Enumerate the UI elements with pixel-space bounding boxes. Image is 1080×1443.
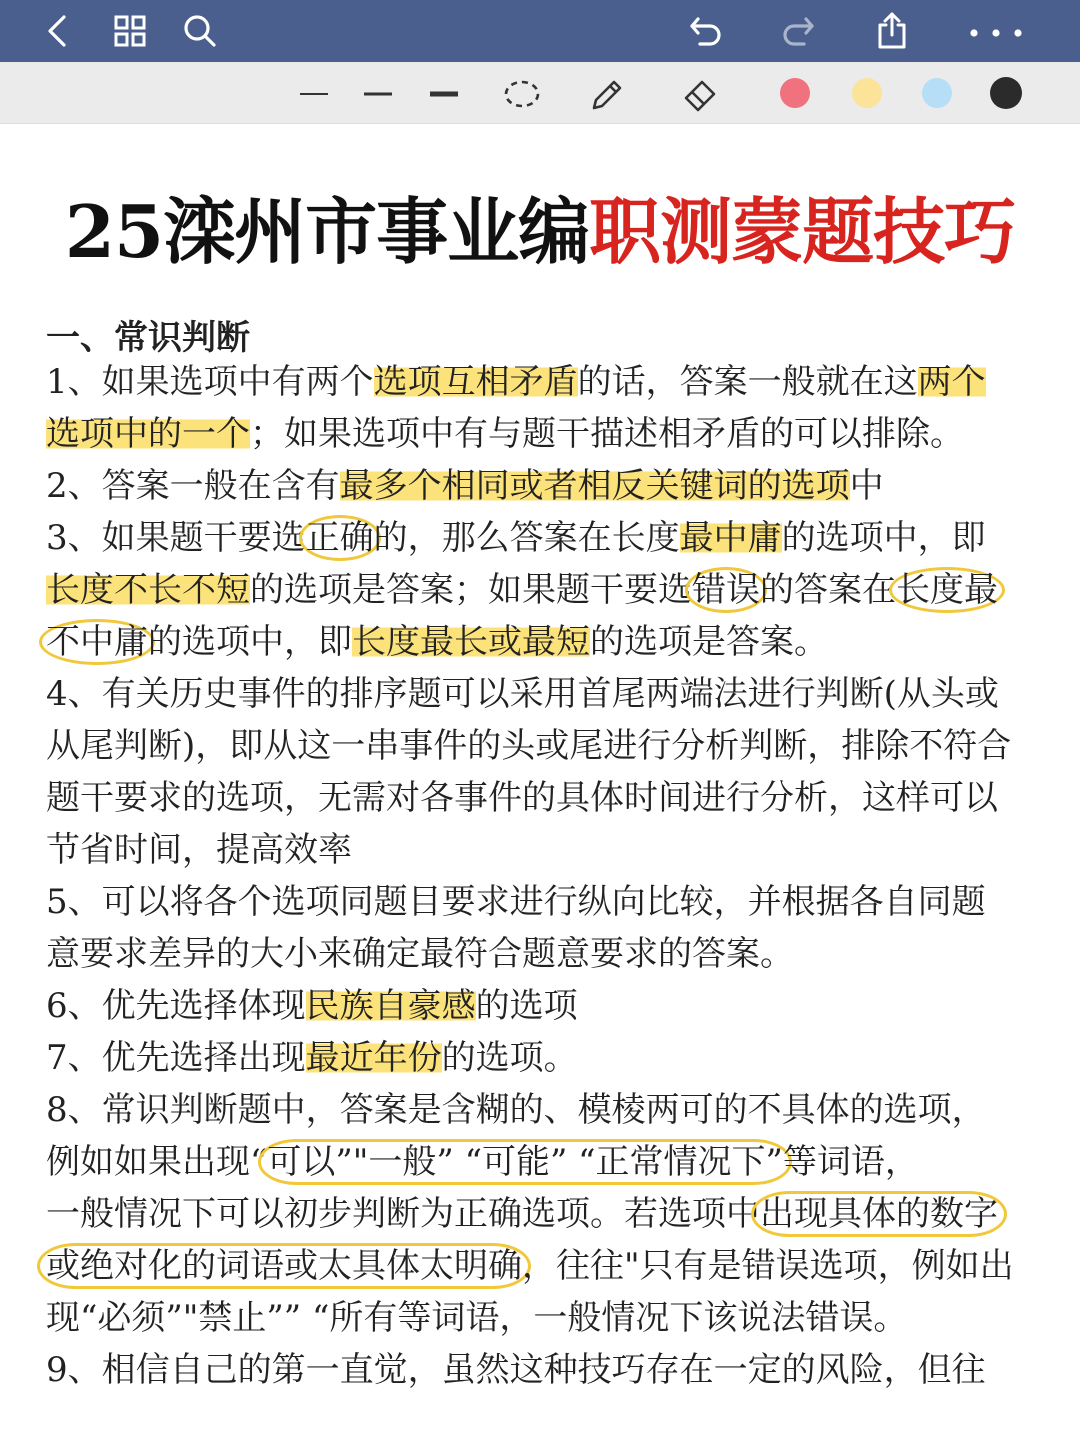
more-icon[interactable] (964, 9, 1028, 53)
highlighted-text: 民族自豪感 (305, 986, 476, 1026)
text-line (46, 564, 1036, 616)
page-title (0, 174, 1080, 278)
text-line (46, 1084, 1036, 1136)
back-icon[interactable] (36, 9, 80, 53)
title-black: 25滦州市事业编 (64, 189, 590, 274)
highlighted-text: 长度不长不短 (46, 570, 250, 610)
line-medium-icon[interactable] (356, 72, 400, 116)
text-line (46, 772, 1036, 824)
highlighted-text: 最近年份 (305, 1038, 442, 1078)
text-line (46, 616, 1036, 668)
text-line (46, 408, 1036, 460)
title-red: 职测蒙题技巧 (589, 189, 1016, 274)
text-line (46, 1240, 1036, 1292)
text-segment: 中 (849, 466, 884, 506)
text-line (46, 1344, 1036, 1396)
share-icon[interactable] (870, 9, 914, 53)
text-segment: 5、可以将各个选项同题目要求进行纵向比较，并根据各自同题 (46, 882, 986, 922)
grid-icon[interactable] (108, 9, 152, 53)
document-body (46, 356, 1036, 1396)
text-segment: 2、答案一般在含有 (46, 466, 340, 506)
text-segment: 的选项 (475, 986, 578, 1026)
text-line (46, 668, 1036, 720)
text-segment: 1、如果选项中有两个 (46, 362, 374, 402)
document-page (0, 124, 1080, 1443)
circled-text: 不中庸 (39, 619, 155, 665)
text-segment: 的答案在 (760, 570, 896, 610)
circled-text: 长度最 (889, 567, 1005, 613)
text-segment: 7、优先选择出现 (46, 1038, 306, 1078)
text-segment: 的选项。 (441, 1038, 578, 1078)
text-segment: 8、常识判断题中，答案是含糊的、模棱两可的不具体的选项， (46, 1090, 986, 1130)
text-segment: 9、相信自己的第一直觉，虽然这种技巧存在一定的风险，但往 (46, 1350, 986, 1390)
text-line (46, 1292, 1036, 1344)
highlighted-text: 两个 (917, 362, 986, 402)
text-line (46, 824, 1036, 876)
search-icon[interactable] (178, 9, 222, 53)
text-segment: 的，那么答案在长度 (373, 518, 680, 558)
highlighted-text: 选项中的一个 (46, 414, 250, 454)
text-line (46, 460, 1036, 512)
text-segment: 的话，答案一般就在这 (577, 362, 918, 402)
color-swatch-yellow[interactable] (852, 78, 882, 108)
text-line (46, 928, 1036, 980)
top-bar (0, 0, 1080, 62)
pencil-icon[interactable] (584, 72, 628, 116)
lasso-icon[interactable] (500, 72, 544, 116)
text-line (46, 720, 1036, 772)
text-segment: 等词语， (782, 1142, 919, 1182)
text-segment: 的选项中，即 (148, 622, 352, 662)
text-segment: 的选项中，即 (781, 518, 986, 558)
text-segment: ；如果选项中有与题干描述相矛盾的可以排除。 (250, 414, 964, 454)
text-line (46, 356, 1036, 408)
text-segment: 3、如果题干要选 (46, 518, 306, 558)
text-segment: 题干要求的选项，无需对各事件的具体时间进行分析，这样可以 (46, 778, 998, 818)
text-segment: 的选项是答案。 (590, 622, 828, 662)
highlighted-text: 选项互相矛盾 (373, 362, 578, 402)
eraser-icon[interactable] (678, 72, 722, 116)
highlighted-text: 最中庸 (679, 518, 782, 558)
text-line (46, 980, 1036, 1032)
text-line (46, 1136, 1036, 1188)
text-segment: ，往往"只有是错误选项，例如出 (522, 1246, 1014, 1286)
text-segment: 现“必须”"禁止”” “所有等词语，一般情况下该说法错误。 (46, 1298, 908, 1338)
redo-icon[interactable] (776, 9, 820, 53)
color-swatch-black[interactable] (990, 77, 1022, 109)
text-segment: 从尾判断)，即从这一串事件的头或尾进行分析判断，排除不符合 (46, 726, 1012, 766)
drawing-toolbar (0, 62, 1080, 124)
highlighted-text: 长度最长或最短 (352, 622, 590, 662)
text-line (46, 876, 1036, 928)
undo-icon[interactable] (684, 9, 728, 53)
text-segment: 的选项是答案；如果题干要选 (250, 570, 692, 610)
circled-text: 可以”"一般” “可能” “正常情况下” (258, 1139, 792, 1185)
circled-text: 或绝对化的词语或太具体太明确 (37, 1243, 531, 1289)
text-line (46, 1032, 1036, 1084)
text-segment: 6、优先选择体现 (46, 986, 306, 1026)
line-thin-icon[interactable] (292, 72, 336, 116)
circled-text: 出现具体的数字 (751, 1191, 1007, 1237)
color-swatch-pink[interactable] (780, 78, 810, 108)
text-line (46, 1188, 1036, 1240)
circled-text: 错误 (685, 567, 767, 613)
section-heading: 一、常识判断 (46, 318, 250, 358)
text-segment: 4、有关历史事件的排序题可以采用首尾两端法进行判断(从头或 (46, 674, 999, 714)
text-segment: 一般情况下可以初步判断为正确选项。若选项中 (46, 1194, 760, 1234)
text-line (46, 512, 1036, 564)
color-swatch-blue[interactable] (922, 78, 952, 108)
line-thick-icon[interactable] (422, 72, 466, 116)
circled-text: 正确 (299, 515, 381, 561)
highlighted-text: 最多个相同或者相反关键词的选项 (339, 466, 850, 506)
text-segment: 节省时间，提高效率 (46, 830, 352, 870)
text-segment: 例如如果出现“ (46, 1142, 268, 1182)
text-segment: 意要求差异的大小来确定最符合题意要求的答案。 (46, 934, 794, 974)
